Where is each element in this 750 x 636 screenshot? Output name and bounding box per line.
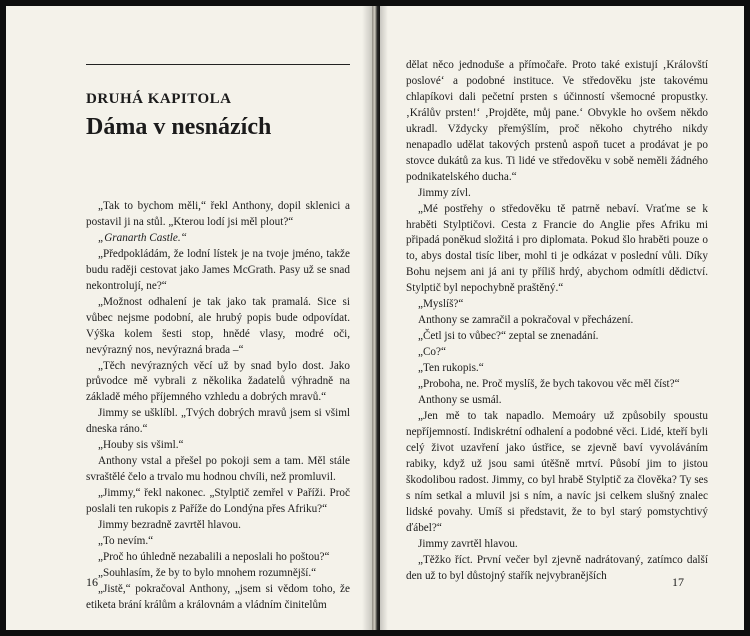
paragraph: „Co?“ [418, 346, 446, 359]
paragraph: „Proč ho úhledně nezabalili a neposlali ho poštou?“ [98, 550, 330, 563]
paragraph: „Jen mě to tak napadlo. Memoáry už způsobily spoustu nepříjemností. Indiskrétní odhalení a podobné věci. Lidé, kteří byli celý život uzavření jako ústřice, se zjevně baví vyvoláváním rabiky, když už jsou sami útěšně mrtví. Působí jim to jistou škodolibou radost. Jimmy, co byl hrabě Stylptič za člověka? Ty ses s ním setkal a mluvil jsi s ním, a navíc jsi celkem slušný znalec lidské povahy. Umíš si představit, že to byl starý pomstychtivý ďábel?“ [406, 409, 708, 534]
paragraph: „To nevím.“ [98, 535, 154, 548]
chapter-label: DRUHÁ KAPITOLA [86, 91, 232, 107]
paragraph: Jimmy bezradně zavrtěl hlavou. [98, 519, 241, 532]
paragraph: „Předpokládám, že lodní lístek je na tvoje jméno, takže budu raději cestovat jako James McGrath. Pasy už se snad nekontrolují, ne?“ [86, 247, 350, 292]
paragraph: Jimmy se ušklíbl. „Tvých dobrých mravů jsem si všiml dneska ráno.“ [86, 407, 350, 436]
paragraph: dělat něco jednoduše a přímočaře. Proto také existují ‚Královští poslové‘ a podobné instituce. Ve středověku jste takovému chlapíkovi dali pečetní prsten s účinností všemocné propustky. ‚Králův prsten!‘ ‚Projděte, můj pane.‘ Obvykle ho ovšem někdo ukradl. Vždycky přemýšlím, proč někoho chytrého nikdy nenapadlo udělat takových prstenů aspoň tucet a prodávat je po stovce dukátů za kus. Ti lidé ve středověku v sobě neměli žádného podnikatelského ducha.“ [406, 59, 708, 183]
paragraph: Anthony vstal a přešel po pokoji sem a tam. Měl stále svraštělé čelo a trvalo mu hodnou chvíli, než promluvil. [86, 455, 350, 484]
paragraph: „Souhlasím, že by to bylo mnohem rozumnější.“ [98, 566, 317, 579]
right-page-text [406, 58, 708, 584]
paragraph: „Těžko říct. První večer byl zjevně nadrátovaný, zatímco další den už to byl důstojný stařík nejvybranějších [406, 553, 708, 582]
chapter-title: Dáma v nesnázích [86, 114, 272, 140]
paragraph: Jimmy zavrtěl hlavou. [418, 537, 518, 550]
paragraph: „Granarth Castle.“ [98, 231, 187, 244]
page-number: 17 [672, 575, 684, 589]
page-number: 16 [86, 575, 98, 589]
paragraph: Anthony se zamračil a pokračoval v přecházení. [418, 314, 634, 327]
paragraph: „Četl jsi to vůbec?“ zeptal se znenadání. [418, 330, 599, 343]
left-page [6, 6, 372, 630]
paragraph: „Jimmy,“ řekl nakonec. „Stylptič zemřel v Paříži. Proč poslali ten rukopis z Paříže do Londýna přes Afriku?“ [86, 487, 350, 516]
left-page-text [86, 199, 350, 614]
book-gutter [372, 6, 380, 630]
paragraph: Jimmy zívl. [418, 186, 471, 199]
paragraph: „Houby sis všiml.“ [98, 439, 184, 452]
paragraph: „Myslíš?“ [418, 298, 464, 311]
book-spread [6, 6, 744, 630]
paragraph: „Ten rukopis.“ [418, 362, 484, 375]
paragraph: „Možnost odhalení je tak jako tak pramalá. Sice si vůbec nejsme podobní, ale hrubý popis bude odpovídat. Výška kolem šesti stop, hnědé vlasy, modré oči, nevýrazný nos, nevýrazná brada –“ [86, 295, 350, 356]
paragraph: „Jistě,“ pokračoval Anthony, „jsem si vědom toho, že etiketa brání králům a královnám a vládním činitelům [86, 582, 350, 611]
right-page [380, 6, 744, 630]
paragraph: „Mé postřehy o středověku tě patrně nebaví. Vraťme se k hraběti Stylptičovi. Cesta z Francie do Anglie přes Afriku mi připadá poněkud složitá i pro diplomata. Pokud šlo hraběti pouze o to, abys dostal tisíc liber, mohl ti je odkázat v poslední vůli. Díky Bohu nejsem ani já ani ty příliš hrdý, abychom odmítli dědictví. Stylptič byl nepochybně praštěný.“ [406, 202, 708, 295]
paragraph: „Proboha, ne. Proč myslíš, že bych takovou věc měl číst?“ [418, 378, 680, 391]
chapter-rule [86, 64, 350, 65]
paragraph: „Tak to bychom měli,“ řekl Anthony, dopil sklenici a postavil ji na stůl. „Kterou lodí jsi měl plout?“ [86, 200, 350, 228]
paragraph: „Těch nevýrazných věcí už by snad bylo dost. Jako průvodce mě vybrali z několika žadatelů výhradně na základě mého příjemného vzhledu a dobrých mravů.“ [86, 359, 350, 404]
paragraph: Anthony se usmál. [418, 394, 502, 407]
